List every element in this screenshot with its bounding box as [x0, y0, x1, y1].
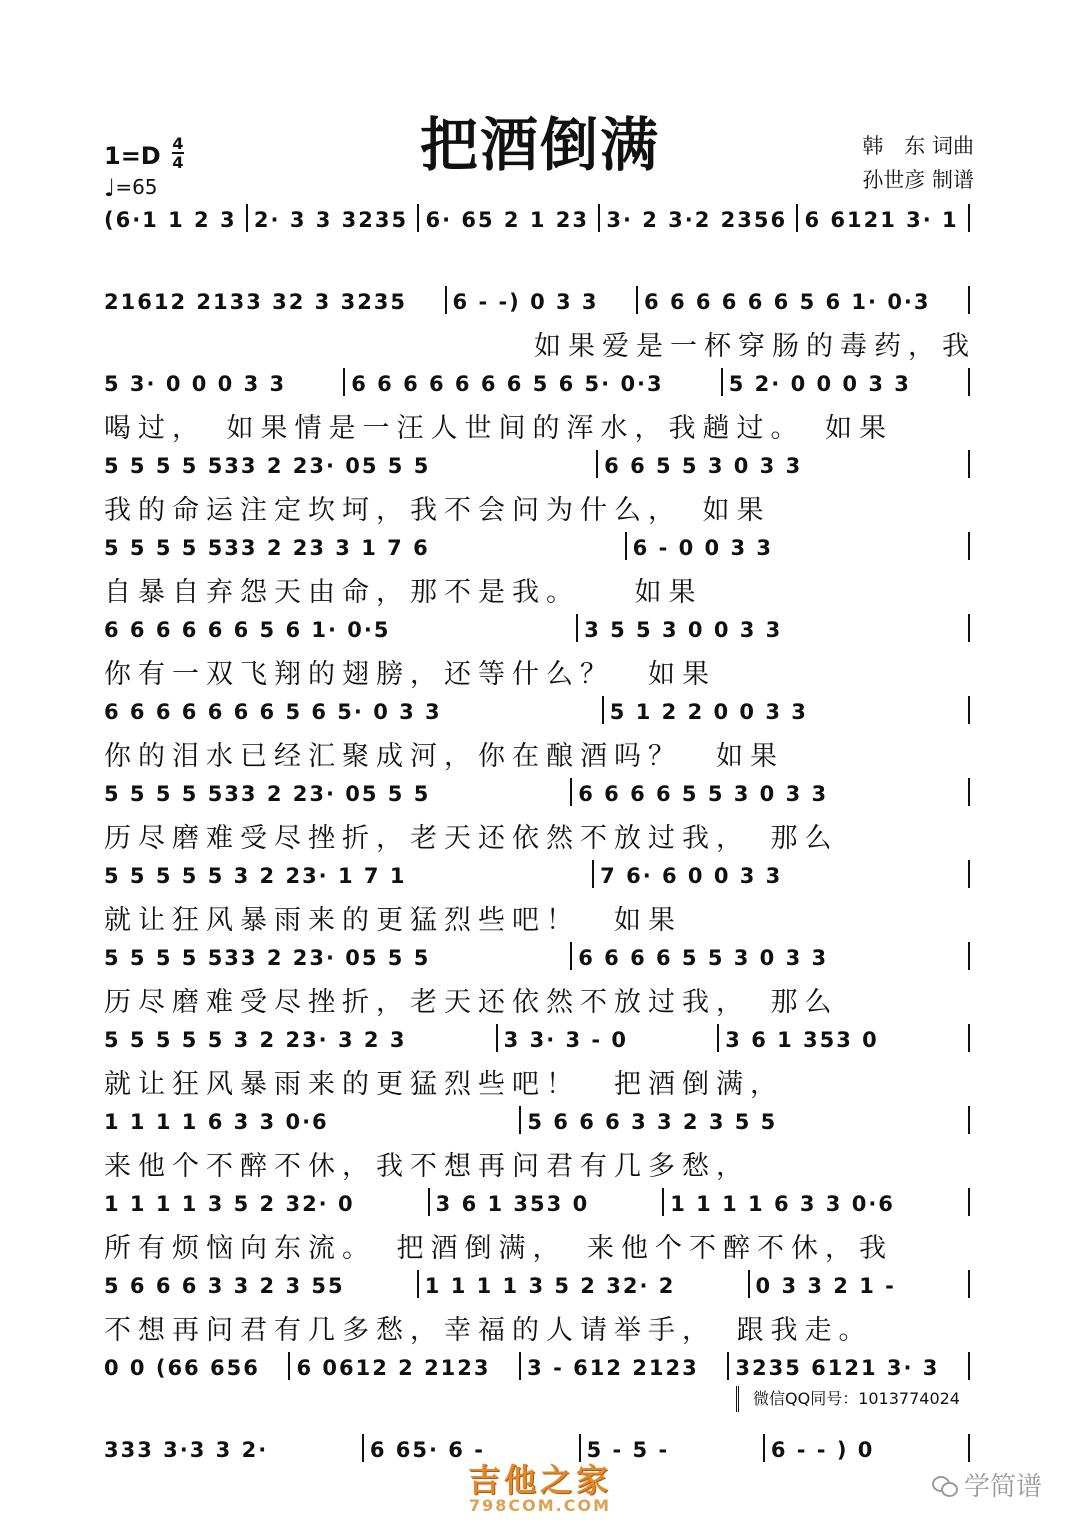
barline	[968, 368, 970, 396]
score-row	[104, 1022, 976, 1100]
score-row	[104, 612, 976, 690]
measure: 6 6 6 6 6 6 5 6 1· 0·3	[644, 290, 931, 314]
score-row	[104, 284, 976, 362]
measure: 3 6 1 353 0	[435, 1192, 590, 1216]
measure: 5 5 5 5 5 3 2 23· 1 7 1	[104, 864, 407, 888]
barline	[417, 1270, 419, 1298]
measure: 5 5 5 5 5 3 2 23· 3 2 3	[104, 1028, 407, 1052]
barline	[636, 286, 638, 314]
time-signature	[172, 136, 184, 170]
score-row	[104, 694, 976, 772]
measure: 3 6 1 353 0	[725, 1028, 879, 1052]
barline	[625, 532, 627, 560]
measure: 6 6 5 5 3 0 3 3	[604, 454, 803, 478]
measure: 3· 2 3·2 2356	[606, 208, 788, 232]
measure: 5 5 5 5 533 2 23 3 1 7 6	[104, 536, 430, 560]
lyrics-line: 我的命运注定坎坷，我不会问为什么， 如果	[104, 495, 771, 526]
measure: 333 3·3 3 2·	[104, 1438, 269, 1462]
lyrics-line: 历尽磨难受尽挫折，老天还依然不放过我， 那么	[104, 987, 839, 1018]
barline	[968, 1352, 970, 1380]
measure: 6 - -) 0 3 3	[452, 290, 599, 314]
barline	[968, 1106, 970, 1134]
lyrics-line: 自暴自弃怨天由命，那不是我。 如果	[104, 577, 703, 608]
meter-bottom: 4	[172, 153, 184, 172]
notation-line	[104, 1104, 976, 1134]
barline	[968, 778, 970, 806]
barline	[519, 1352, 521, 1380]
barline	[968, 1188, 970, 1216]
measure: 6 - - ) 0	[770, 1438, 875, 1462]
measure: (6·1 1 2 3	[104, 208, 237, 232]
measure: 3 3· 3 - 0	[503, 1028, 629, 1052]
barline	[428, 1188, 430, 1216]
barline	[721, 368, 723, 396]
measure: 6 6 6 6 6 6 6 5 6 5· 0·3	[351, 372, 664, 396]
barline	[717, 1024, 719, 1052]
measure: 5 5 5 5 533 2 23· 05 5 5	[104, 946, 431, 970]
score-row	[104, 1104, 976, 1182]
key-signature: 1=D	[104, 142, 161, 170]
barline	[968, 204, 970, 232]
score-row	[104, 776, 976, 854]
notation-line	[104, 612, 976, 642]
score-title: 把酒倒满	[419, 111, 660, 179]
quarter-note-icon: ♩	[104, 174, 116, 202]
score-row	[104, 1268, 976, 1346]
contact-info: 微信QQ同号：1013774024	[736, 1386, 993, 1412]
measure: 3235 6121 3· 3	[735, 1356, 940, 1380]
credit-lyricist-composer: 韩 东 词曲	[862, 134, 974, 158]
measure: 6 0612 2 2123	[296, 1356, 491, 1380]
barline	[968, 450, 970, 478]
score-row	[104, 366, 976, 444]
barline	[519, 1106, 521, 1134]
lyrics-line: 喝过， 如果情是一汪人世间的浑水，我趟过。 如果	[104, 413, 893, 444]
lyrics-line: 你的泪水已经汇聚成河，你在酿酒吗？ 如果	[104, 741, 784, 772]
watermark-logo: 吉他之家	[467, 1461, 612, 1499]
measure: 0 0 (66 656	[104, 1356, 260, 1380]
measure: 5 1 2 2 0 0 3 3	[609, 700, 808, 724]
notation-line	[104, 694, 976, 724]
barline	[570, 778, 572, 806]
tempo-value: =65	[115, 175, 158, 199]
lyrics-line: 就让狂风暴雨来的更猛烈些吧！ 把酒倒满，	[104, 1069, 784, 1100]
measure: 1 1 1 1 3 5 2 32· 0	[104, 1192, 355, 1216]
barline	[246, 204, 248, 232]
measure: 6 6 6 6 5 5 3 0 3 3	[578, 782, 829, 806]
measure: 6 6121 3· 1	[804, 208, 959, 232]
measure: 2· 3 3 3235	[253, 208, 409, 232]
barline	[602, 696, 604, 724]
measure: 1 1 1 1 3 5 2 32· 2	[424, 1274, 676, 1298]
barline	[592, 860, 594, 888]
lyrics-line: 你有一双飞翔的翅膀，还等什么？ 如果	[104, 659, 716, 690]
measure: 6 6 6 6 6 6 5 6 1· 0·5	[104, 618, 391, 642]
notation-line	[104, 1350, 976, 1380]
measure: 6 6 6 6 6 6 6 5 6 5· 0 3 3	[104, 700, 442, 724]
barline	[968, 1270, 970, 1298]
score-row	[104, 858, 976, 936]
lyrics-line: 如果爱是一杯穿肠的毒药，我	[534, 331, 976, 362]
measure: 5 6 6 6 3 3 2 3 5 5	[527, 1110, 778, 1134]
measure: 1 1 1 1 6 3 3 0·6	[104, 1110, 329, 1134]
barline	[968, 860, 970, 888]
measure: 6 6 6 6 5 5 3 0 3 3	[578, 946, 829, 970]
notation-line	[104, 202, 976, 232]
barline	[496, 1024, 498, 1052]
measure: 5 5 5 5 533 2 23· 05 5 5	[104, 454, 431, 478]
measure: 7 6· 6 0 0 3 3	[600, 864, 783, 888]
wechat-account-name: 学简谱	[963, 1472, 1042, 1502]
measure: 0 3 3 2 1 -	[755, 1274, 896, 1298]
barline	[598, 204, 600, 232]
barline	[968, 532, 970, 560]
measure: 6· 65 2 1 23	[425, 208, 589, 232]
notation-line	[104, 448, 976, 478]
measure: 6 65· 6 -	[369, 1438, 485, 1462]
barline	[968, 1024, 970, 1052]
credit-transcriber: 孙世彦 制谱	[862, 168, 974, 192]
notation-line	[104, 1268, 976, 1298]
barline	[576, 614, 578, 642]
barline	[343, 368, 345, 396]
barline	[596, 450, 598, 478]
barline	[796, 204, 798, 232]
barline	[968, 286, 970, 314]
measure: 21612 2133 32 3 3235	[104, 290, 408, 314]
lyrics-line: 就让狂风暴雨来的更猛烈些吧！ 如果	[104, 905, 682, 936]
lyrics-line: 不想再问君有几多愁，幸福的人请举手， 跟我走。	[104, 1315, 873, 1346]
barline	[417, 204, 419, 232]
barline	[727, 1352, 729, 1380]
lyrics-line: 来他个不醉不休，我不想再问君有几多愁，	[104, 1151, 750, 1182]
wechat-icon	[932, 1474, 958, 1496]
notation-line	[104, 940, 976, 970]
measure: 1 1 1 1 6 3 3 0·6	[670, 1192, 895, 1216]
barline	[968, 696, 970, 724]
measure: 5 2· 0 0 0 3 3	[728, 372, 911, 396]
notation-line	[104, 284, 976, 314]
barline	[968, 614, 970, 642]
watermark-url: 798COM.COM	[468, 1496, 611, 1515]
measure: 3 - 612 2123	[527, 1356, 699, 1380]
notation-line	[104, 1022, 976, 1052]
barline	[288, 1352, 290, 1380]
measure: 6 - 0 0 3 3	[632, 536, 774, 560]
notation-line	[104, 776, 976, 806]
barline	[570, 942, 572, 970]
tempo-marking	[104, 174, 158, 202]
lyrics-line: 所有烦恼向东流。 把酒倒满， 来他个不醉不休，我	[104, 1233, 893, 1264]
score-row	[104, 448, 976, 526]
measure: 5 5 5 5 533 2 23· 05 5 5	[104, 782, 431, 806]
barline	[445, 286, 447, 314]
barline	[748, 1270, 750, 1298]
score-row	[104, 940, 976, 1018]
notation-line	[104, 530, 976, 560]
notation-line	[104, 1186, 976, 1216]
wechat-account	[932, 1466, 1042, 1503]
score-row	[104, 202, 976, 250]
measure: 5 - 5 -	[586, 1438, 670, 1462]
barline	[968, 942, 970, 970]
barline	[662, 1188, 664, 1216]
meter-top: 4	[172, 134, 184, 153]
score-row	[104, 530, 976, 608]
measure: 3 5 5 3 0 0 3 3	[584, 618, 783, 642]
measure: 5 6 6 6 3 3 2 3 55	[104, 1274, 345, 1298]
lyrics-line: 历尽磨难受尽挫折，老天还依然不放过我， 那么	[104, 823, 839, 854]
notation-line	[104, 366, 976, 396]
score-row	[104, 1186, 976, 1264]
measure: 5 3· 0 0 0 3 3	[104, 372, 287, 396]
notation-line	[104, 858, 976, 888]
